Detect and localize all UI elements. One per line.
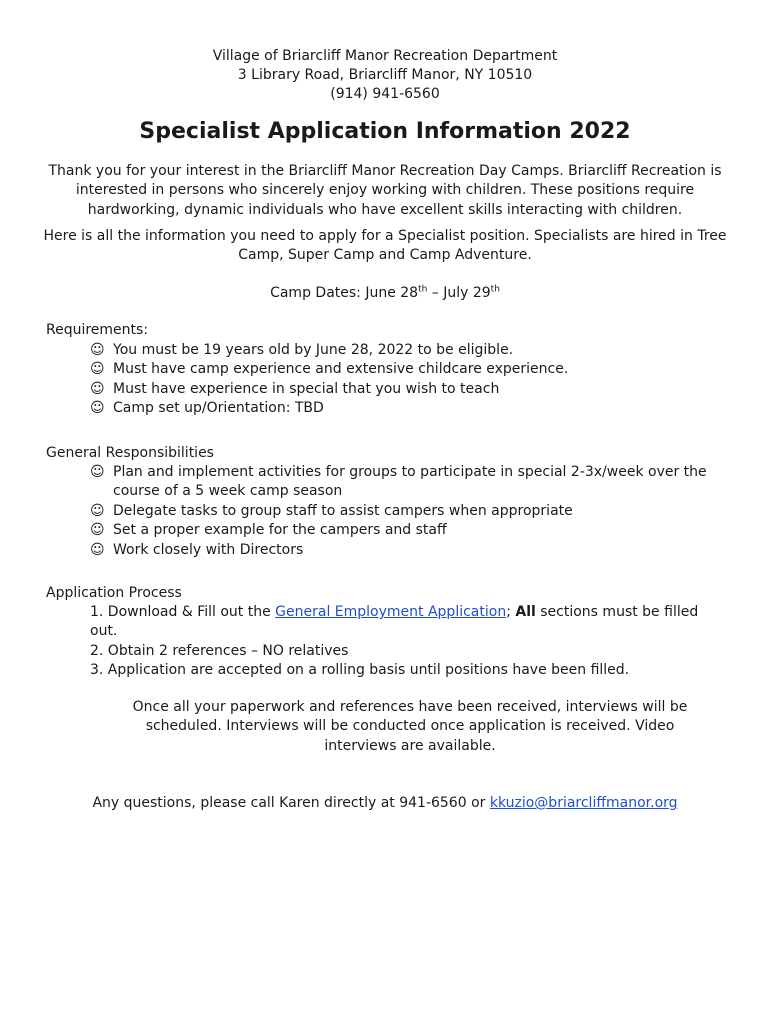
smiley-icon: ☺ <box>90 361 105 378</box>
list-item <box>90 541 710 560</box>
department-phone: (914) 941-6560 <box>330 86 440 102</box>
camp-dates-end-suffix: th <box>490 284 500 295</box>
intro-paragraph: Thank you for your interest in the Briarcliff Manor Recreation Day Camps. Briarcliff Recreation is interested in persons who sincerely enjoy working with children. These positions require hardworking, dynamic individuals who have excellent skills interacting with children. <box>48 163 722 218</box>
smiley-icon: ☺ <box>90 522 105 539</box>
list-item-text: Must have experience in special that you wish to teach <box>113 380 500 397</box>
email-link[interactable]: kkuzio@briarcliffmanor.org <box>489 795 678 811</box>
list-item-text: Camp set up/Orientation: TBD <box>113 400 324 417</box>
camp-dates <box>0 284 770 303</box>
list-item <box>90 360 720 379</box>
list-item <box>90 502 710 521</box>
list-item <box>90 380 720 399</box>
responsibilities-list <box>90 463 710 560</box>
step1-suffix: sections must be filled out. <box>90 604 699 640</box>
smiley-icon: ☺ <box>90 541 105 558</box>
list-item-text: Set a proper example for the campers and staff <box>113 522 447 539</box>
list-item-text: You must be 19 years old by June 28, 2022 to be eligible. <box>113 342 514 358</box>
smiley-icon: ☺ <box>90 400 105 417</box>
list-item-text: Delegate tasks to group staff to assist campers when appropriate <box>113 502 573 519</box>
list-item-text: Plan and implement activities for groups to participate in special 2-3x/week over the course of a 5 week camp season <box>113 464 707 500</box>
list-item <box>90 521 710 540</box>
smiley-icon: ☺ <box>90 464 105 480</box>
department-address: 3 Library Road, Briarcliff Manor, NY 10510 <box>237 67 533 83</box>
intro-paragraph-2: Here is all the information you need to apply for a Specialist position. Specialists are hired in Tree Camp, Super Camp and Camp Adventure. <box>43 228 727 264</box>
requirements-title: Requirements: <box>46 322 149 338</box>
camp-dates-start-suffix: th <box>418 284 428 295</box>
contact-prefix: Any questions, please call Karen directly at 941-6560 or <box>92 795 490 811</box>
step1-separator: ; <box>506 604 516 620</box>
process-title: Application Process <box>46 585 182 601</box>
list-item <box>90 341 720 360</box>
list-item-text: Work closely with Directors <box>113 541 304 558</box>
page-title: Specialist Application Information 2022 <box>139 119 631 144</box>
requirements-list <box>90 341 720 419</box>
department-name: Village of Briarcliff Manor Recreation Department <box>212 48 558 64</box>
employment-application-link[interactable]: General Employment Application <box>275 604 507 620</box>
process-steps <box>90 603 726 681</box>
list-item <box>90 399 720 418</box>
contact-line <box>0 794 770 813</box>
process-step-2: 2. Obtain 2 references – NO relatives <box>90 642 349 659</box>
list-item-text: Must have camp experience and extensive childcare experience. <box>113 361 569 378</box>
responsibilities-title: General Responsibilities <box>46 445 214 461</box>
letterhead <box>0 47 770 104</box>
step1-bold: All <box>515 604 536 620</box>
smiley-icon: ☺ <box>90 502 105 519</box>
smiley-icon: ☺ <box>90 380 105 397</box>
camp-dates-prefix: Camp Dates: June 28 <box>270 285 419 301</box>
closing-paragraph: Once all your paperwork and references have been received, interviews will be scheduled. Interviews will be conducted once application is received. Video interviews are available. <box>132 699 688 754</box>
process-step-3: 3. Application are accepted on a rolling basis until positions have been filled. <box>90 662 630 679</box>
step1-prefix: 1. Download & Fill out the <box>90 604 276 620</box>
smiley-icon: ☺ <box>90 342 105 358</box>
list-item <box>90 463 710 502</box>
camp-dates-separator: – July 29 <box>427 285 491 301</box>
process-step-1 <box>90 603 726 642</box>
